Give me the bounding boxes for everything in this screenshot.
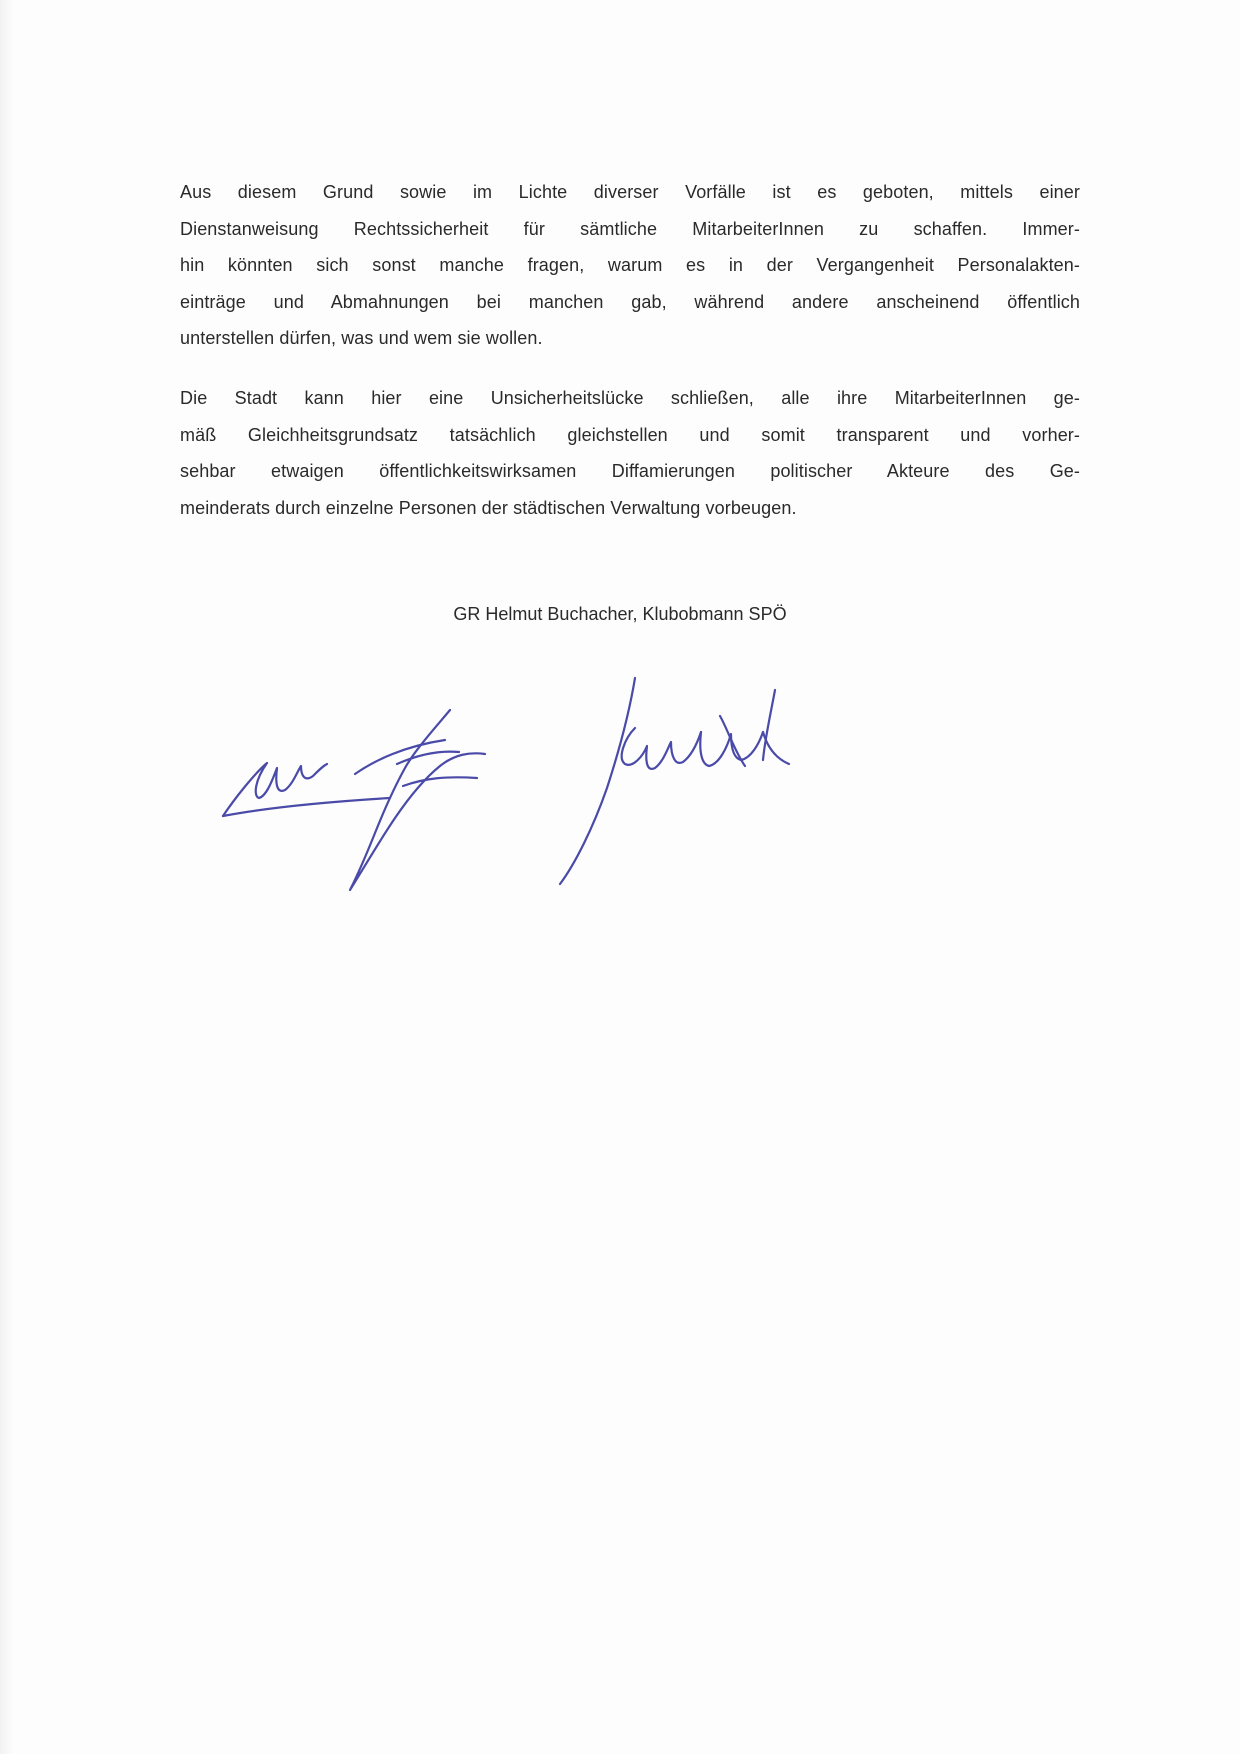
paragraph-1-line: unterstellen dürfen, was und wem sie wollen. [180, 328, 543, 348]
paragraph-1-line: Aus diesem Grund sowie im Lichte diverser Vorfälle ist es geboten, mittels einer [180, 182, 1080, 202]
scan-edge-shadow [0, 0, 14, 1754]
paragraph-1-line: Dienstanweisung Rechtssicherheit für sämtliche MitarbeiterInnen zu schaffen. Immer- [180, 218, 1080, 239]
paragraph-2-line: sehbar etwaigen öffentlichkeitswirksamen Diffamierungen politischer Akteure des Ge- [180, 461, 1080, 481]
paragraph-2-line: mäß Gleichheitsgrundsatz tatsächlich gleichstellen und somit transparent und vorher- [180, 424, 1080, 445]
paragraph-2 [180, 380, 1080, 526]
paragraph-2-line: Die Stadt kann hier eine Unsicherheitslücke schließen, alle ihre MitarbeiterInnen ge- [180, 388, 1080, 408]
paragraph-2-line: meinderats durch einzelne Personen der städtischen Verwaltung vorbeugen. [180, 497, 797, 518]
paragraph-1-line: einträge und Abmahnungen bei manchen gab, während andere anscheinend öffentlich [180, 291, 1080, 312]
paragraph-1-line: hin könnten sich sonst manche fragen, warum es in der Vergangenheit Personalakten- [180, 255, 1080, 275]
signatory-name: GR Helmut Buchacher, Klubobmann SPÖ [453, 604, 787, 624]
paragraph-1 [180, 174, 1080, 357]
handwritten-signature [215, 668, 915, 898]
